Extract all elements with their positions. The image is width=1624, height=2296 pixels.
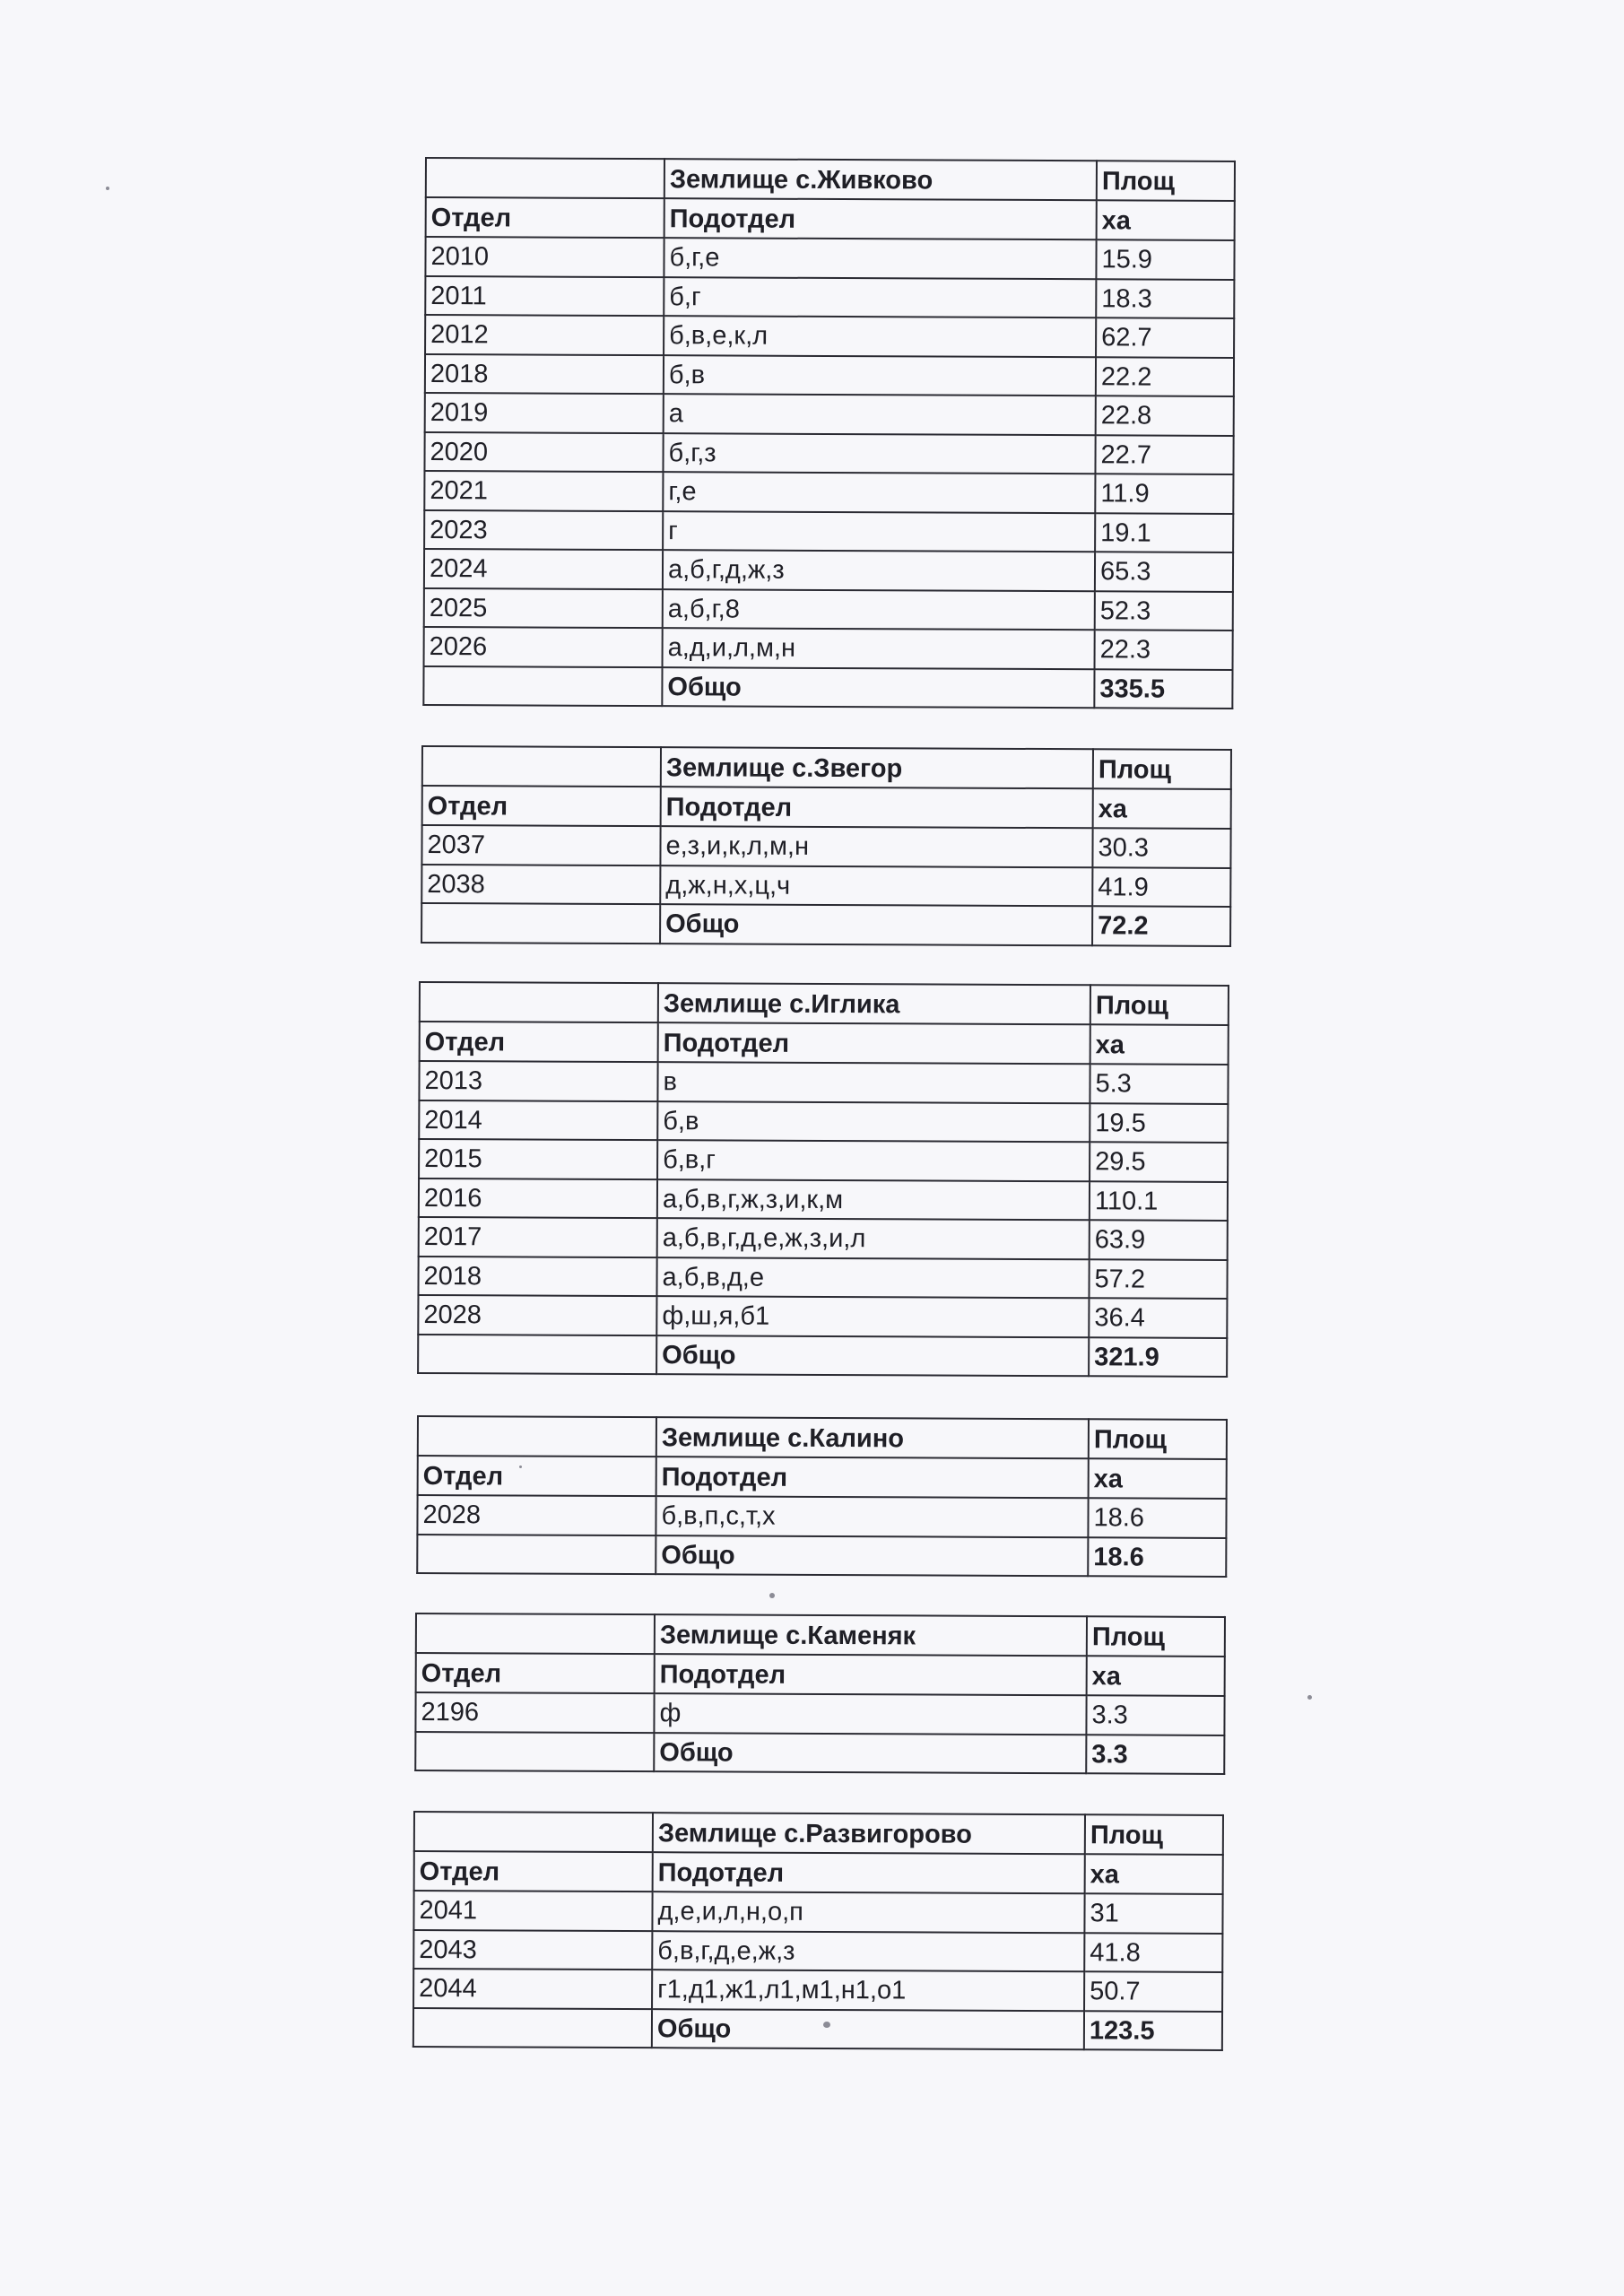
otdel-cell: 2038 <box>421 865 660 905</box>
table-header-row <box>414 1851 1223 1894</box>
area-cell: 18.3 <box>1096 279 1234 318</box>
podotdel-cell: г <box>663 511 1095 552</box>
total-label: Общо <box>652 2009 1084 2050</box>
total-label: Общо <box>656 1535 1088 1577</box>
otdel-header: Отдел <box>422 786 661 826</box>
area-cell: 11.9 <box>1095 474 1233 513</box>
table-title-row <box>422 746 1231 789</box>
area-cell: 31 <box>1084 1893 1222 1933</box>
podotdel-cell: б,в,г <box>657 1140 1090 1181</box>
table-row <box>419 1217 1228 1259</box>
podotdel-cell: г1,д1,ж1,л1,м1,н1,о1 <box>652 1970 1084 2011</box>
otdel-header: Отдел <box>418 1456 656 1496</box>
table-row <box>419 1139 1228 1181</box>
podotdel-cell: б,в,г,д,е,ж,з <box>652 1931 1084 1972</box>
podotdel-cell: а,б,в,г,ж,з,и,к,м <box>657 1179 1090 1221</box>
table-title: Землище с.Калино <box>656 1417 1089 1458</box>
empty-cell <box>414 1812 653 1852</box>
total-value: 18.6 <box>1088 1537 1226 1577</box>
table-row <box>425 276 1234 318</box>
total-value: 335.5 <box>1094 669 1232 709</box>
area-cell: 36.4 <box>1089 1298 1227 1337</box>
otdel-cell: 2025 <box>424 587 663 628</box>
otdel-cell: 2016 <box>419 1178 657 1219</box>
empty-cell <box>415 1732 654 1772</box>
otdel-header: Отдел <box>420 1022 658 1062</box>
area-cell: 63.9 <box>1090 1220 1228 1259</box>
podotdel-header: Подотдел <box>655 1654 1087 1695</box>
podotdel-cell: а,б,г,д,ж,з <box>663 550 1095 591</box>
otdel-cell: 2041 <box>413 1891 652 1931</box>
otdel-cell: 2017 <box>419 1217 657 1257</box>
area-header-unit: ха <box>1087 1656 1225 1696</box>
podotdel-cell: а,б,в,д,е <box>656 1257 1089 1299</box>
empty-cell <box>413 2008 652 2048</box>
total-row <box>417 1535 1226 1577</box>
podotdel-cell: а,б,в,г,д,е,ж,з,и,л <box>657 1218 1090 1259</box>
area-cell: 41.8 <box>1084 1933 1222 1972</box>
table-title: Землище с.Живково <box>664 159 1097 200</box>
table-row <box>413 1930 1222 1972</box>
empty-cell <box>426 158 664 198</box>
area-cell: 15.9 <box>1096 239 1234 279</box>
empty-cell <box>423 665 662 706</box>
area-header-top: Площ <box>1087 1616 1225 1657</box>
table-row <box>424 510 1233 552</box>
empty-cell <box>420 982 658 1022</box>
table-header-row <box>420 1022 1229 1065</box>
area-cell: 22.7 <box>1095 435 1233 474</box>
otdel-cell: 2028 <box>418 1295 656 1335</box>
area-header-unit: ха <box>1097 200 1235 240</box>
area-cell: 65.3 <box>1095 552 1233 591</box>
land-table-iglika <box>417 981 1229 1378</box>
otdel-cell: 2019 <box>425 393 664 433</box>
land-table-zhivkovo <box>422 157 1236 709</box>
table-title-row <box>416 1613 1225 1657</box>
area-header-unit: ха <box>1090 1024 1229 1065</box>
land-table-kamenyak <box>414 1613 1226 1775</box>
total-row <box>421 903 1230 945</box>
otdel-cell: 2020 <box>424 432 663 473</box>
area-cell: 52.3 <box>1095 591 1233 631</box>
otdel-cell: 2018 <box>418 1257 656 1297</box>
table-title: Землище с.Иглика <box>658 983 1090 1024</box>
table-title: Землище с.Звегор <box>661 747 1093 788</box>
otdel-header: Отдел <box>416 1653 655 1693</box>
podotdel-cell: а,б,г,8 <box>663 589 1095 631</box>
table-row <box>419 1100 1228 1143</box>
table-row <box>419 1178 1228 1221</box>
table-row <box>424 471 1233 513</box>
total-label: Общо <box>654 1733 1086 1774</box>
land-table-kalino <box>416 1415 1228 1578</box>
area-cell: 22.3 <box>1095 630 1233 669</box>
total-row <box>415 1732 1224 1774</box>
area-cell: 50.7 <box>1084 1971 1222 2011</box>
table-row <box>421 825 1230 867</box>
otdel-cell: 2028 <box>417 1495 656 1535</box>
table-title: Землище с.Каменяк <box>655 1614 1087 1656</box>
podotdel-cell: ф <box>654 1693 1086 1735</box>
total-row <box>413 2008 1222 2050</box>
area-cell: 29.5 <box>1090 1142 1228 1181</box>
area-cell: 19.1 <box>1095 513 1233 552</box>
total-label: Общо <box>662 667 1094 709</box>
area-header-top: Площ <box>1097 161 1235 201</box>
podotdel-header: Подотдел <box>653 1852 1085 1893</box>
podotdel-header: Подотдел <box>658 1022 1090 1064</box>
otdel-cell: 2023 <box>424 510 663 551</box>
empty-cell <box>416 1613 655 1654</box>
otdel-cell: 2196 <box>415 1692 654 1733</box>
podotdel-cell: б,г,з <box>663 433 1095 474</box>
total-label: Общо <box>660 904 1092 945</box>
table-title-row <box>414 1812 1223 1855</box>
total-value: 72.2 <box>1092 906 1230 945</box>
table-row <box>418 1257 1227 1299</box>
podotdel-cell: д,ж,н,х,ц,ч <box>660 865 1092 907</box>
area-header-top: Площ <box>1089 1419 1227 1459</box>
land-table-zvegor <box>421 745 1232 946</box>
scan-speck <box>823 2022 830 2028</box>
area-cell: 18.6 <box>1088 1498 1226 1537</box>
podotdel-header: Подотдел <box>661 787 1093 828</box>
total-value: 3.3 <box>1086 1735 1224 1774</box>
table-row <box>417 1495 1226 1537</box>
area-cell: 22.8 <box>1096 396 1234 435</box>
otdel-cell: 2044 <box>413 1969 652 2009</box>
otdel-cell: 2018 <box>425 354 664 395</box>
area-header-top: Площ <box>1085 1814 1223 1855</box>
table-title: Землище с.Развигорово <box>653 1813 1085 1854</box>
table-header-row <box>416 1653 1225 1696</box>
table-row <box>424 627 1233 669</box>
otdel-cell: 2014 <box>419 1100 657 1141</box>
table-header-row <box>418 1456 1227 1499</box>
table-row <box>418 1295 1227 1337</box>
table-row <box>419 1061 1228 1103</box>
table-row <box>415 1692 1224 1735</box>
table-row <box>425 393 1234 435</box>
scan-speck <box>519 1465 522 1468</box>
podotdel-cell: д,е,и,л,н,о,п <box>652 1892 1084 1933</box>
area-header-top: Площ <box>1090 985 1229 1025</box>
table-title-row <box>420 982 1229 1025</box>
otdel-cell: 2011 <box>425 276 664 317</box>
podotdel-cell: б,в,е,к,л <box>664 316 1096 357</box>
otdel-cell: 2015 <box>419 1139 657 1179</box>
empty-cell <box>422 746 661 787</box>
table-row <box>413 1969 1222 2011</box>
podotdel-cell: б,г <box>664 277 1096 318</box>
table-row <box>413 1891 1222 1933</box>
otdel-cell: 2012 <box>425 315 664 355</box>
area-cell: 22.2 <box>1096 357 1234 396</box>
podotdel-cell: а,д,и,л,м,н <box>663 628 1095 669</box>
otdel-cell: 2013 <box>419 1061 657 1101</box>
empty-cell <box>418 1335 656 1375</box>
table-title-row <box>426 158 1235 201</box>
empty-cell <box>421 903 660 944</box>
table-row <box>425 354 1234 396</box>
otdel-cell: 2043 <box>413 1930 652 1970</box>
area-cell: 19.5 <box>1090 1103 1228 1143</box>
otdel-cell: 2021 <box>424 471 663 511</box>
area-header-top: Площ <box>1093 749 1231 789</box>
otdel-cell: 2010 <box>425 237 664 277</box>
table-title-row <box>418 1416 1227 1459</box>
table-header-row <box>422 786 1231 829</box>
podotdel-cell: а <box>664 394 1096 435</box>
table-row <box>424 432 1233 474</box>
table-row <box>421 865 1230 907</box>
area-cell: 62.7 <box>1096 317 1234 357</box>
table-row <box>424 587 1233 630</box>
podotdel-cell: е,з,и,к,л,м,н <box>660 826 1092 867</box>
total-row <box>423 665 1232 708</box>
table-row <box>424 549 1233 591</box>
otdel-cell: 2037 <box>421 825 660 865</box>
podotdel-cell: ф,ш,я,б1 <box>656 1296 1089 1337</box>
otdel-header: Отдел <box>426 197 664 238</box>
area-header-unit: ха <box>1089 1458 1227 1499</box>
scan-speck <box>769 1593 775 1598</box>
area-header-unit: ха <box>1085 1854 1223 1894</box>
podotdel-cell: б,в <box>657 1101 1090 1143</box>
area-cell: 110.1 <box>1090 1181 1228 1221</box>
scan-speck <box>1307 1695 1312 1700</box>
area-cell: 5.3 <box>1090 1064 1228 1103</box>
podotdel-cell: б,в,п,с,т,х <box>656 1496 1088 1537</box>
total-row <box>418 1335 1227 1377</box>
podotdel-cell: г,е <box>663 472 1095 513</box>
empty-cell <box>418 1416 656 1457</box>
podotdel-header: Подотдел <box>664 198 1097 239</box>
total-label: Общо <box>656 1335 1089 1377</box>
scan-speck <box>106 187 109 190</box>
total-value: 123.5 <box>1084 2011 1222 2050</box>
area-cell: 30.3 <box>1092 828 1230 867</box>
table-row <box>425 315 1234 357</box>
podotdel-cell: б,в <box>664 355 1096 396</box>
podotdel-cell: б,г,е <box>664 238 1096 279</box>
otdel-cell: 2026 <box>424 627 663 667</box>
area-cell: 41.9 <box>1092 867 1230 907</box>
area-header-unit: ха <box>1093 788 1231 829</box>
otdel-header: Отдел <box>414 1851 653 1892</box>
otdel-cell: 2024 <box>424 549 663 589</box>
empty-cell <box>417 1535 656 1575</box>
table-row <box>425 237 1234 279</box>
area-cell: 57.2 <box>1089 1259 1227 1299</box>
podotdel-header: Подотдел <box>656 1457 1089 1498</box>
land-table-razvigorovo <box>413 1811 1224 2051</box>
table-header-row <box>426 197 1235 240</box>
podotdel-cell: в <box>657 1062 1090 1103</box>
area-cell: 3.3 <box>1086 1695 1224 1735</box>
total-value: 321.9 <box>1089 1337 1227 1377</box>
